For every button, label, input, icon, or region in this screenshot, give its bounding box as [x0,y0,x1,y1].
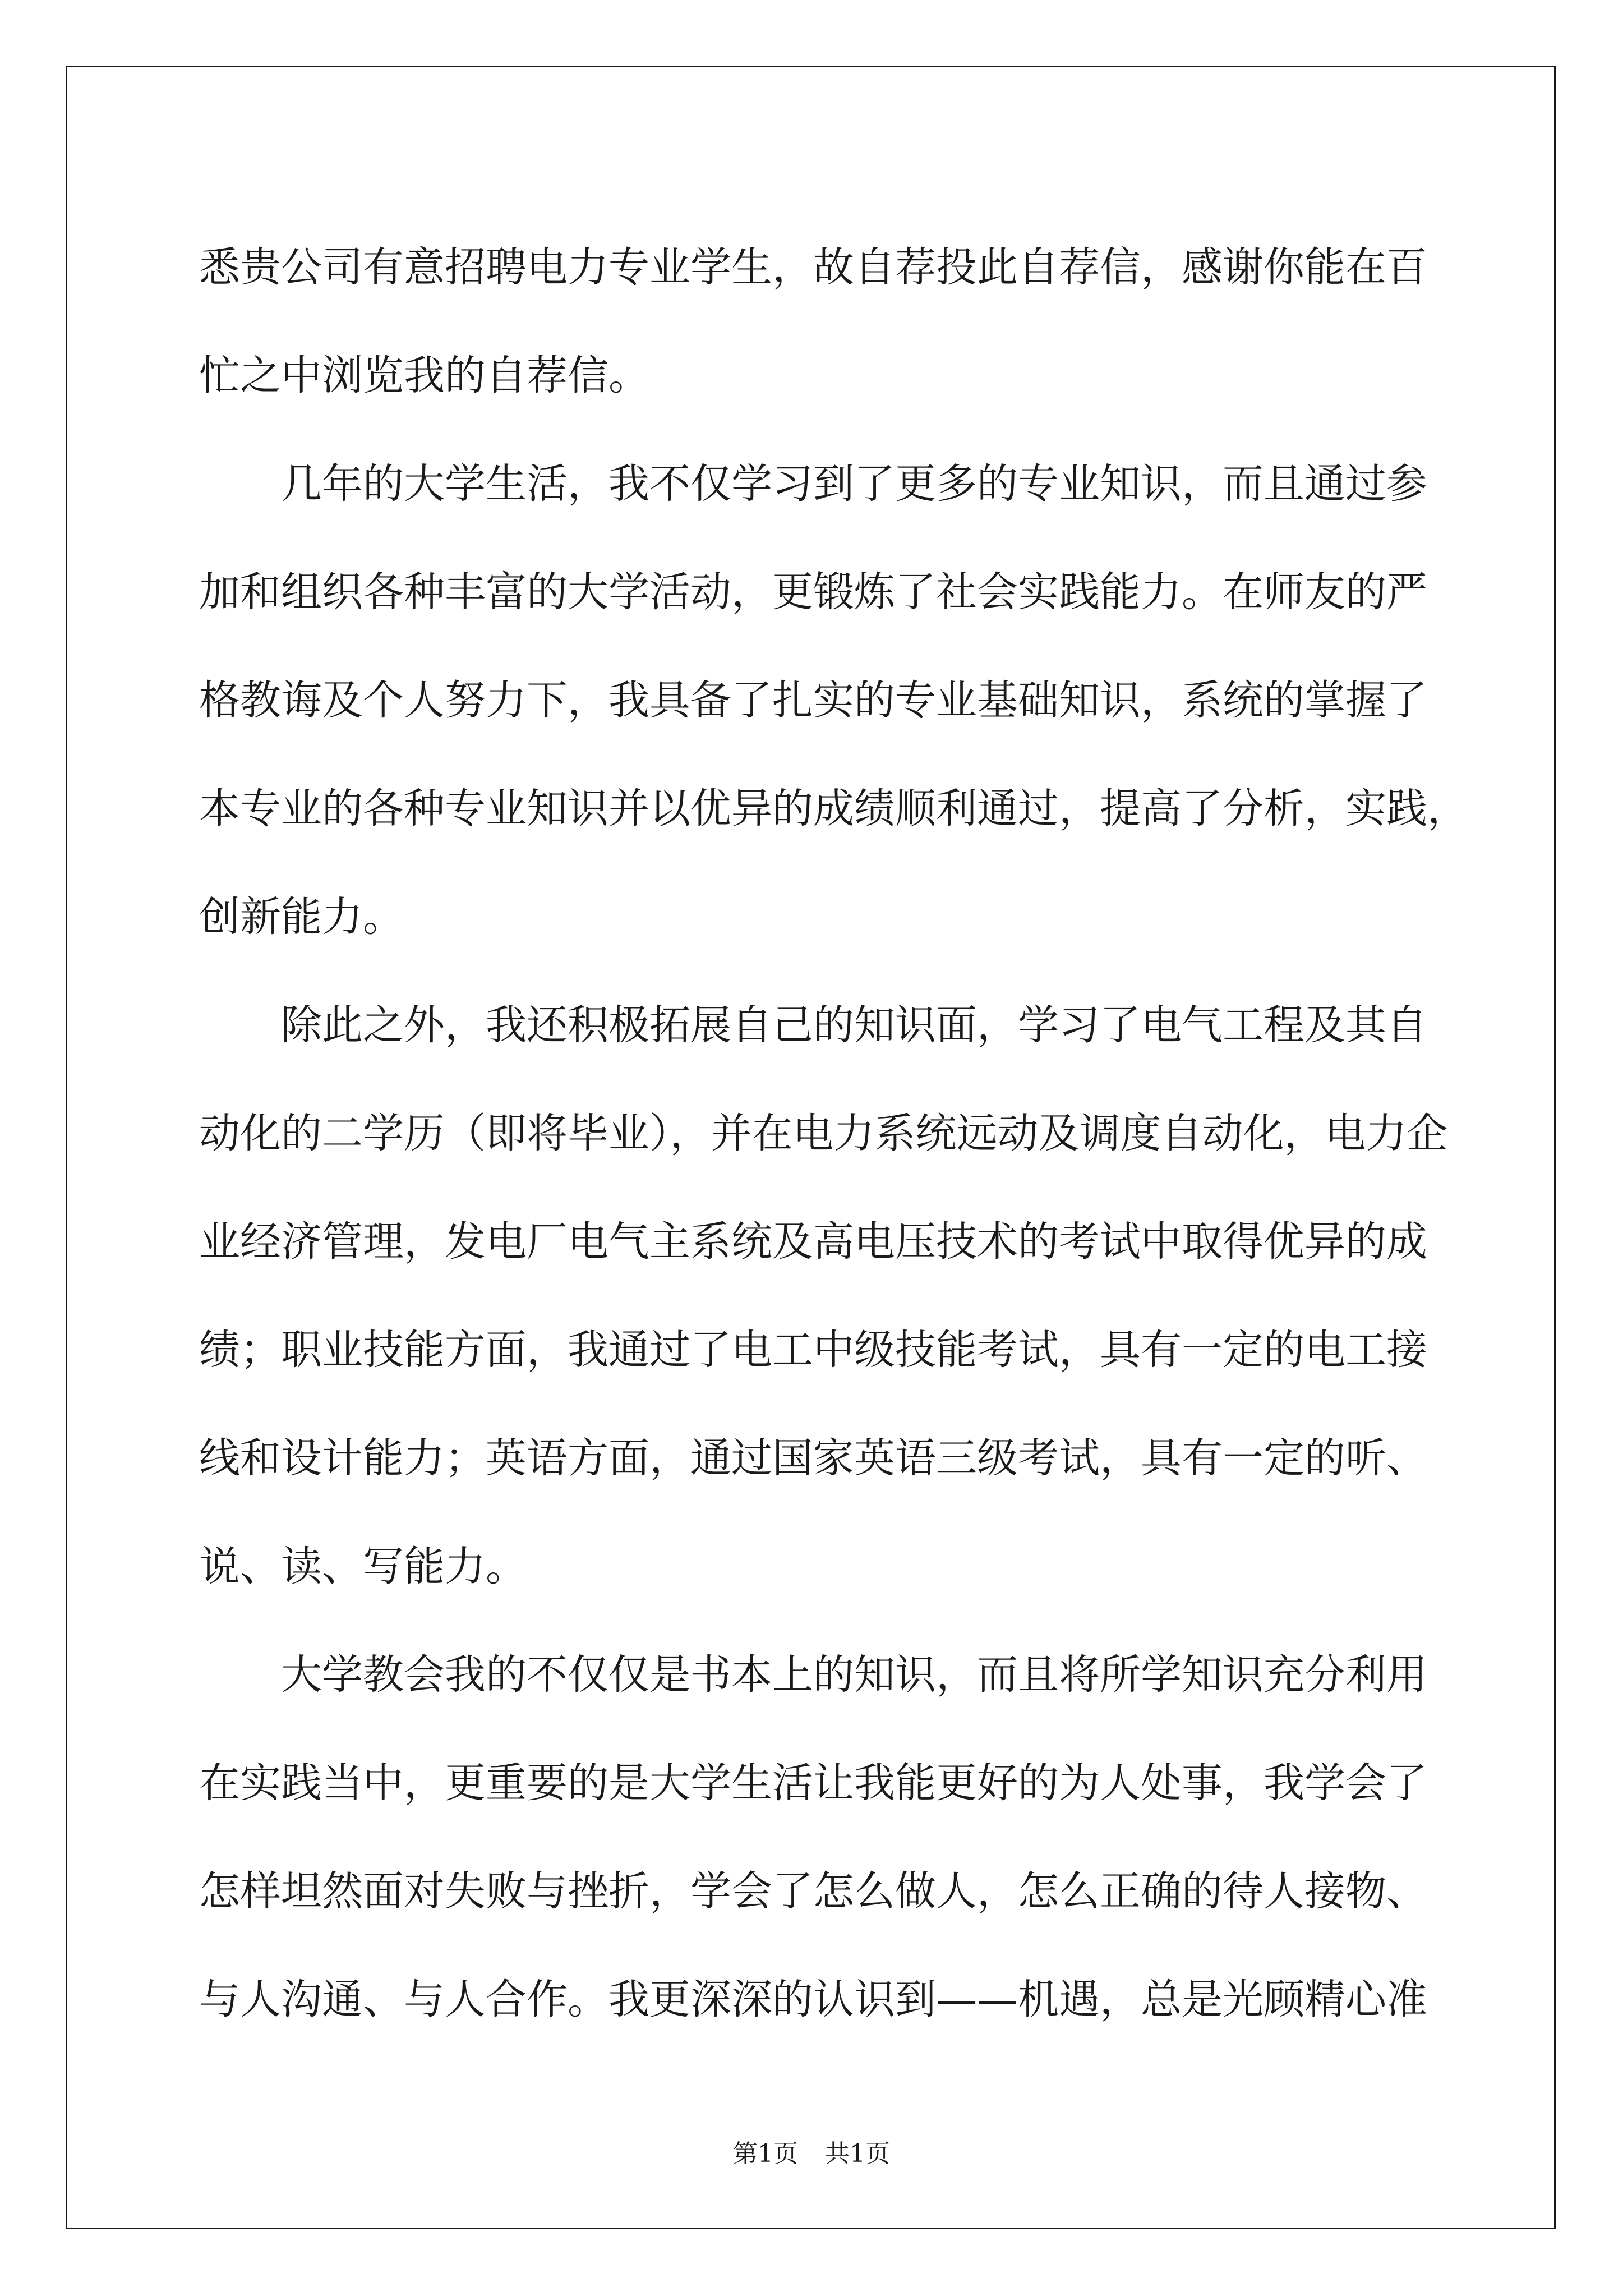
document-body [199,213,1468,2054]
text-line: 加和组织各种丰富的大学活动，更锻炼了社会实践能力。在师友的严 [199,568,1427,616]
page-total: 共1页 [825,2139,890,2168]
text-line: 悉贵公司有意招聘电力专业学生，故自荐投此自荐信，感谢你能在百 [199,243,1427,291]
text-line: 创新能力。 [199,893,404,941]
text-line: 与人沟通、与人合作。我更深深的认识到——机遇，总是光顾精心准 [199,1976,1427,2023]
text-line: 绩；职业技能方面，我通过了电工中级技能考试，具有一定的电工接 [199,1326,1427,1374]
page-number: 第1页 [733,2139,798,2168]
text-line: 线和设计能力；英语方面，通过国家英语三级考试，具有一定的听、 [199,1434,1427,1482]
text-line: 本专业的各种专业知识并以优异的成绩顺利通过，提高了分析，实践， [199,785,1468,832]
text-line: 说、读、写能力。 [199,1543,527,1590]
text-line: 动化的二学历（即将毕业），并在电力系统远动及调度自动化，电力企 [199,1110,1448,1157]
text-line: 怎样坦然面对失败与挫折，学会了怎么做人，怎么正确的待人接物、 [199,1867,1427,1915]
text-line: 业经济管理，发电厂电气主系统及高电压技术的考试中取得优异的成 [199,1218,1427,1266]
text-line: 忙之中浏览我的自荐信。 [199,352,649,399]
text-line: 格教诲及个人努力下，我具备了扎实的专业基础知识，系统的掌握了 [199,677,1427,724]
text-line: 除此之外，我还积极拓展自己的知识面，学习了电气工程及其自 [281,1001,1427,1049]
text-line: 在实践当中，更重要的是大学生活让我能更好的为人处事，我学会了 [199,1759,1427,1807]
text-line: 几年的大学生活，我不仅学习到了更多的专业知识，而且通过参 [281,460,1427,508]
text-line: 大学教会我的不仅仅是书本上的知识，而且将所学知识充分利用 [281,1651,1427,1699]
page-footer [0,2133,1623,2169]
